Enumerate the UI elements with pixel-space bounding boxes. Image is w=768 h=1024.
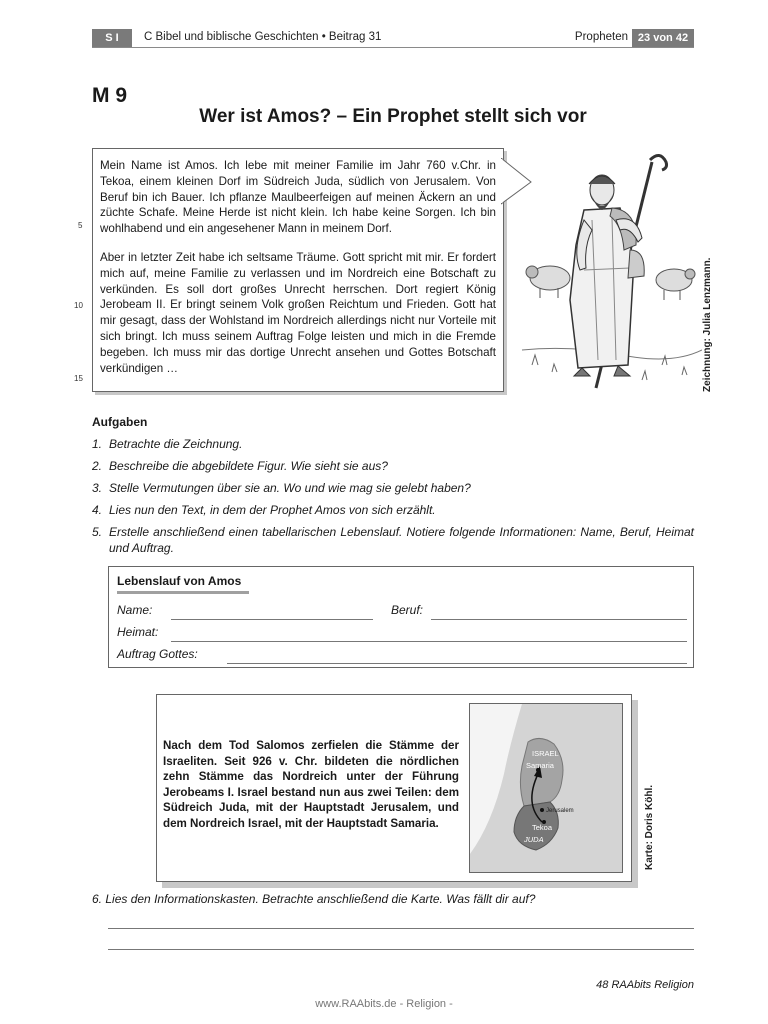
beruf-label: Beruf: <box>391 603 424 617</box>
info-box <box>156 694 632 882</box>
task-number: 2. <box>92 459 103 473</box>
line-number: 15 <box>74 374 83 383</box>
speech-paragraph-2: Aber in letzter Zeit habe ich seltsame Träume. Gott spricht mit mir. Er fordert mich auf, meine Familie zu verlassen und im Nordreich eine Botschaft zu verkünden. Es soll dort großes Unrecht herrschen. Dort regiert König Jerobeam II. Er bringt seinem Volk großen Reichtum und Frieden. Gott hat mir gesagt, dass der Wohlstand im Nordreich allerdings nicht nur Vorteile mit sich bringt. Ich muss seinem Auftrag Folge leisten und mich in die Fremde begeben. Ich muss mir das dortige Unrecht ansehen und Gottes Botschaft verkündigen … <box>100 251 496 375</box>
beruf-field[interactable] <box>431 618 687 620</box>
task-item <box>92 458 694 474</box>
task-item <box>92 502 694 518</box>
question-6 <box>92 892 535 906</box>
section-badge: S I <box>92 29 132 47</box>
title-underline <box>117 591 249 594</box>
task-text: Beschreibe die abgebildete Figur. Wie sieht sie aus? <box>109 459 388 473</box>
auftrag-field[interactable] <box>227 662 687 664</box>
line-number: 10 <box>74 301 83 310</box>
map-label-samaria: Samaria <box>526 761 554 770</box>
amos-shepherd-illustration <box>512 150 702 390</box>
task-text: Stelle Vermutungen über sie an. Wo und wie mag sie gelebt haben? <box>109 481 471 495</box>
task-number: 5. <box>92 525 103 539</box>
map-label-tekoa: Tekoa <box>532 823 553 832</box>
lebenslauf-box <box>108 566 694 668</box>
task-text: Betrachte die Zeichnung. <box>109 437 243 451</box>
speech-box <box>92 148 504 392</box>
answer-line-2[interactable] <box>108 948 694 950</box>
page-title: Wer ist Amos? – Ein Prophet stellt sich vor <box>199 106 587 127</box>
illustration-credit: Zeichnung: Julia Lenzmann. <box>702 257 713 392</box>
info-text: Nach dem Tod Salomos zerfielen die Stämme der Israeliten. Seit 926 v. Chr. bildeten die nördlichen zehn Stämme das Nordreich unter der Führung Jerobeams I. Israel bestand nun aus zwei Teilen: dem Südreich Juda, mit der Hauptstadt Jerusalem, und dem Nordreich Israel, mit der Hauptstadt Samaria. <box>163 739 459 830</box>
name-label: Name: <box>117 603 153 617</box>
line-number: 5 <box>78 221 83 230</box>
map-label-jerusalem: Jerusalem <box>546 808 574 814</box>
page-header <box>92 29 694 48</box>
task-number: 4. <box>92 503 103 517</box>
heimat-field[interactable] <box>171 640 687 642</box>
task-number: 3. <box>92 481 103 495</box>
header-topic: Propheten <box>574 31 628 43</box>
speech-paragraph-1: Mein Name ist Amos. Ich lebe mit meiner Familie im Jahr 760 v.Chr. in Tekoa, einem kleinen Dorf im Südreich Juda, südlich von Jerusalem. Von Beruf bin ich Bauer. Ich pflanze Maulbeerfeigen auf meinen Äckern an und züchte Schafe. Meine Herde ist nicht klein. Ich habe keine Sorgen. Ich bin wohlhabend und ein angesehener Mann in meinem Dorf. <box>100 159 496 236</box>
lebenslauf-title: Lebenslauf von Amos <box>117 574 242 588</box>
material-number: M 9 <box>92 84 128 107</box>
question-number: 6. <box>92 892 103 906</box>
auftrag-label: Auftrag Gottes: <box>117 647 198 661</box>
task-number: 1. <box>92 437 103 451</box>
task-item <box>92 436 694 452</box>
map <box>469 703 623 873</box>
task-text: Erstelle anschließend einen tabellarischen Lebenslauf. Notiere folgende Informationen: Name, Beruf, Heimat und Auftrag. <box>109 525 694 555</box>
footer-reference: 48 RAAbits Religion <box>596 979 694 991</box>
name-field[interactable] <box>171 618 373 620</box>
page-number-badge: 23 von 42 <box>632 29 694 47</box>
map-graphic <box>470 704 622 872</box>
task-text: Lies nun den Text, in dem der Prophet Amos von sich erzählt. <box>109 503 436 517</box>
map-label-israel: ISRAEL <box>532 749 559 758</box>
footer-site: www.RAAbits.de - Religion - <box>315 998 453 1010</box>
header-title: C Bibel und biblische Geschichten • Beitrag 31 <box>144 31 382 43</box>
answer-line-1[interactable] <box>108 927 694 929</box>
map-credit: Karte: Doris Köhl. <box>644 784 655 870</box>
task-item <box>92 524 694 556</box>
tasks-heading: Aufgaben <box>92 415 148 429</box>
question-text: Lies den Informationskasten. Betrachte anschließend die Karte. Was fällt dir auf? <box>105 892 536 906</box>
task-item <box>92 480 694 496</box>
heimat-label: Heimat: <box>117 625 159 639</box>
map-label-juda: JUDA <box>524 835 544 844</box>
